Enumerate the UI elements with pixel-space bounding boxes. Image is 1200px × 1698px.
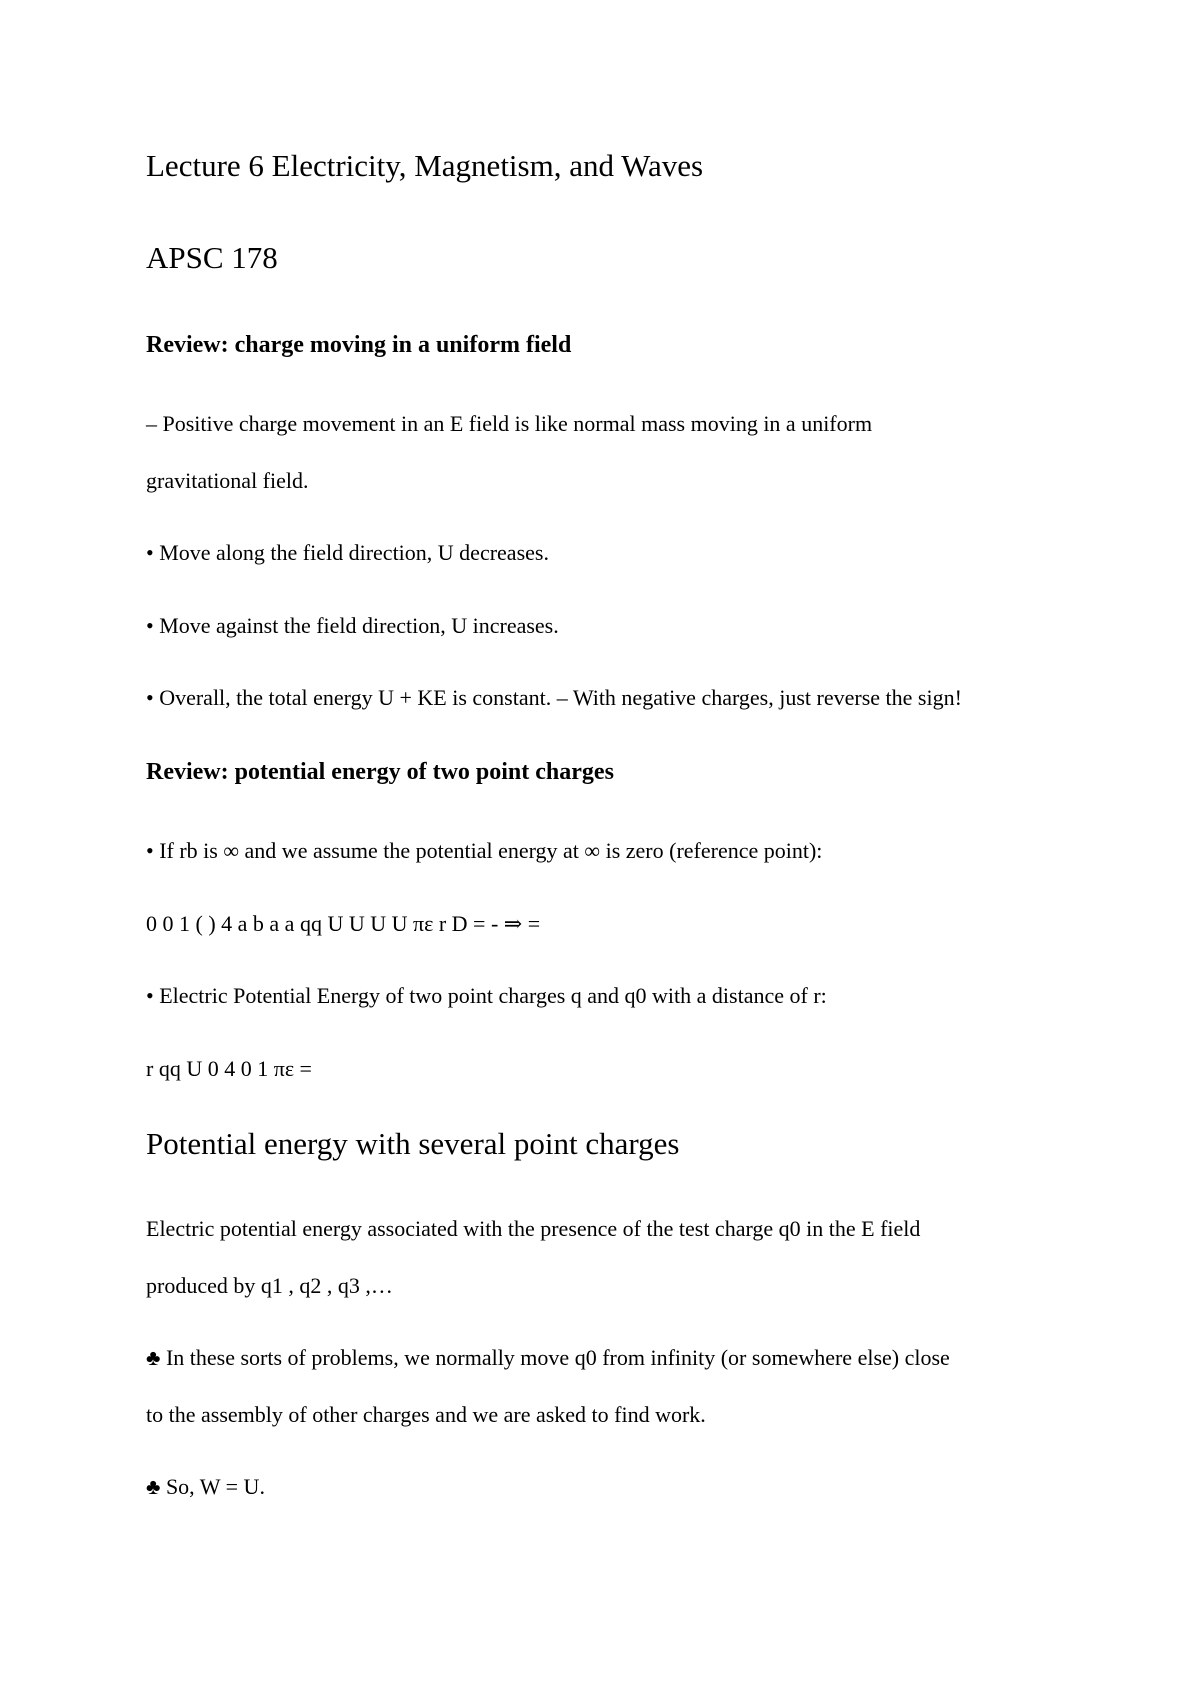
section-para-line1: Electric potential energy associated with the presence of the test charge q0 in the E field [146, 1216, 921, 1241]
section-para-line2: produced by q1 , q2 , q3 ,… [146, 1273, 393, 1298]
formula-two-point-charges: r qq U 0 4 0 1 πε = [146, 1056, 312, 1081]
course-code: APSC 178 [146, 240, 278, 275]
review-heading-uniform-field: Review: charge moving in a uniform field [146, 332, 572, 358]
review2-bullet1: • If rb is ∞ and we assume the potential energy at ∞ is zero (reference point): [146, 838, 823, 863]
review-heading-two-point-charges: Review: potential energy of two point charges [146, 759, 614, 785]
club-bullet2: ♣ So, W = U. [146, 1474, 265, 1499]
review1-bullet2: • Move against the field direction, U increases. [146, 613, 559, 638]
club-bullet1-line2: to the assembly of other charges and we are asked to find work. [146, 1402, 706, 1427]
review1-line2: gravitational field. [146, 468, 309, 493]
club-bullet1-line1: ♣ In these sorts of problems, we normally move q0 from infinity (or somewhere else) close [146, 1345, 950, 1370]
review2-bullet2: • Electric Potential Energy of two point charges q and q0 with a distance of r: [146, 983, 827, 1008]
formula-potential-energy-infinity: 0 0 1 ( ) 4 a b a a qq U U U U πε r D = - ⇒ = [146, 911, 541, 936]
review1-bullet3: • Overall, the total energy U + KE is constant. – With negative charges, just reverse the sign! [146, 685, 962, 710]
document-title: Lecture 6 Electricity, Magnetism, and Waves [146, 148, 704, 183]
review1-bullet1: • Move along the field direction, U decreases. [146, 540, 549, 565]
section-heading-several-charges: Potential energy with several point charges [146, 1126, 680, 1161]
review1-line1: – Positive charge movement in an E field is like normal mass moving in a uniform [146, 411, 873, 436]
